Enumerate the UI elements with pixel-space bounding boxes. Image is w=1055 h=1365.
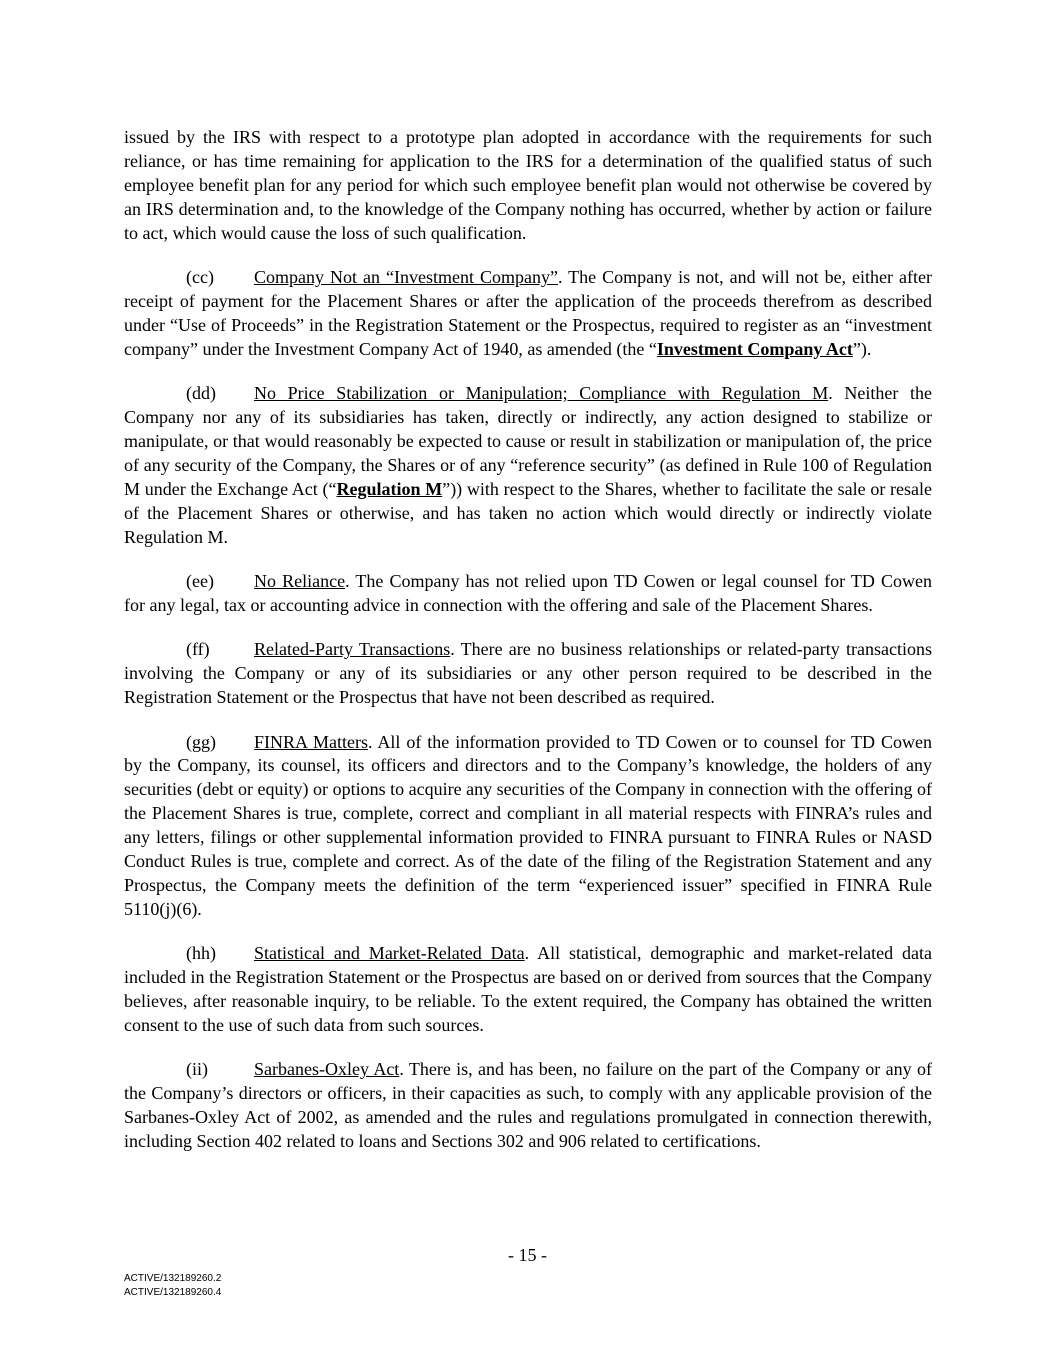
document-body bbox=[124, 126, 932, 1175]
defined-term: Regulation M bbox=[336, 478, 443, 499]
section-heading: No Price Stabilization or Manipulation; Compliance with Regulation M bbox=[254, 383, 829, 404]
section-label: (ii) bbox=[186, 1059, 208, 1080]
document-footer bbox=[124, 1272, 221, 1300]
section-label: (hh) bbox=[186, 943, 216, 964]
section-label: (ff) bbox=[186, 639, 210, 660]
section-ii: (ii) Sarbanes-Oxley Act. There is, and has been, no failure on the part of the Company or any of the Company’s directors or officers, in their capacities as such, to comply with any applicable provision of the Sarbanes-Oxley Act of 2002, as amended and the rules and regulations promulgated in connection therewith, including Section 402 related to loans and Sections 302 and 906 related to certifications. bbox=[124, 1059, 932, 1152]
section-heading: Company Not an “Investment Company” bbox=[254, 267, 558, 288]
section-ff: (ff) Related-Party Transactions. There are no business relationships or related-party transactions involving the Company or any of its subsidiaries or any other person required to be described in the Registration Statement or the Prospectus that have not been described as required. bbox=[124, 639, 932, 708]
section-ee: (ee) No Reliance. The Company has not relied upon TD Cowen or legal counsel for TD Cowen for any legal, tax or accounting advice in connection with the offering and sale of the Placement Shares. bbox=[124, 571, 932, 615]
defined-term: Investment Company Act bbox=[656, 338, 853, 359]
page-number: - 15 - bbox=[508, 1245, 547, 1265]
section-label: (cc) bbox=[186, 267, 214, 288]
section-label: (ee) bbox=[186, 571, 214, 591]
section-heading: Related-Party Transactions bbox=[254, 639, 451, 660]
section-heading: No Reliance bbox=[254, 571, 346, 591]
footer-doc-id: ACTIVE/132189260.4 bbox=[124, 1287, 222, 1298]
section-hh: (hh) Statistical and Market-Related Data. All statistical, demographic and market-related data included in the Registration Statement or the Prospectus are based on or derived from sources that the Company believes, after reasonable inquiry, to be reliable. To the extent required, the Company has obtained the written consent to the use of such data from such sources. bbox=[124, 943, 933, 1035]
section-heading: FINRA Matters bbox=[254, 731, 368, 752]
section-heading: Statistical and Market-Related Data bbox=[254, 943, 525, 964]
intro-paragraph: issued by the IRS with respect to a prototype plan adopted in accordance with the requirements for such reliance, or has time remaining for application to the IRS for a determination of the qualified status of such employee benefit plan for any period for which such employee benefit plan would not otherwise be covered by an IRS determination and, to the knowledge of the Company nothing has occurred, whether by action or failure to act, which would cause the loss of such qualification. bbox=[124, 127, 932, 243]
section-label: (dd) bbox=[186, 383, 216, 404]
section-dd: (dd) No Price Stabilization or Manipulation; Compliance with Regulation M. Neither the Company nor any of its subsidiaries has taken, directly or indirectly, any action designed to stabilize or manipulate, or that would reasonably be expected to cause or result in stabilization or manipulation of, the price of any security of the Company, the Shares or of any “reference security” (as defined in Rule 100 of Regulation M under the Exchange Act (“Regulation M”)) with respect to the Shares, whether to facilitate the sale or resale of the Placement Shares or otherwise, and has taken no action which would directly or indirectly violate Regulation M. bbox=[124, 383, 933, 547]
footer-doc-id: ACTIVE/132189260.2 bbox=[124, 1273, 222, 1284]
section-gg: (gg) FINRA Matters. All of the information provided to TD Cowen or to counsel for TD Cowen by the Company, its counsel, its officers and directors and to the Company’s knowledge, the holders of any securities (debt or equity) or options to acquire any securities of the Company in connection with the offering of the Placement Shares is true, complete, correct and compliant in all material respects with FINRA’s rules and any letters, filings or other supplemental information provided to FINRA pursuant to FINRA Rules or NASD Conduct Rules is true, complete and correct. As of the date of the filing of the Registration Statement and any Prospectus, the Company meets the definition of the term “experienced issuer” specified in FINRA Rule 5110(j)(6). bbox=[124, 731, 932, 919]
section-heading: Sarbanes-Oxley Act bbox=[254, 1059, 400, 1080]
section-cc: (cc) Company Not an “Investment Company”. The Company is not, and will not be, either after receipt of payment for the Placement Shares or after the application of the proceeds therefrom as described under “Use of Proceeds” in the Registration Statement or the Prospectus, required to register as an “investment company” under the Investment Company Act of 1940, as amended (the “Investment Company Act”). bbox=[124, 267, 932, 359]
section-label: (gg) bbox=[186, 731, 216, 752]
